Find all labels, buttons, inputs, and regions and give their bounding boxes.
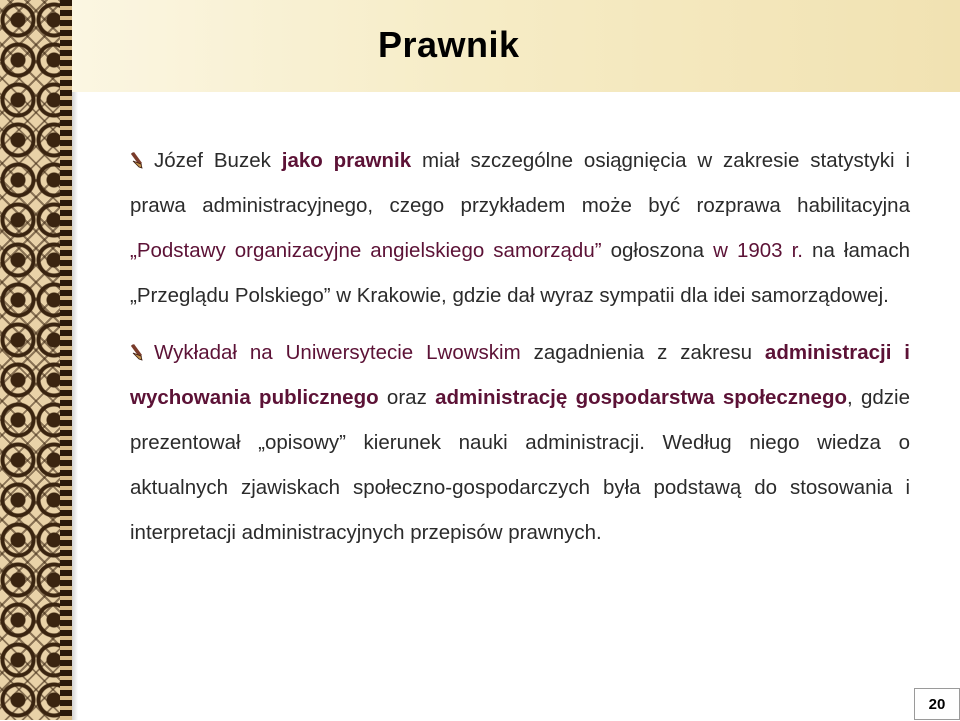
p1-highlight-book-title: „Podstawy organizacyjne angielskiego samorządu”: [130, 239, 602, 262]
slide-content: [130, 138, 910, 555]
p1-text-4: na łamach „Przeglądu Polskiego” w Krakowie, gdzie dał wyraz sympatii dla idei samorządowej.: [130, 239, 910, 307]
page-number: 20: [914, 688, 960, 720]
p2-highlight-economy: administrację gospodarstwa społecznego: [435, 386, 847, 409]
p1-text-2: miał szczególne osiągnięcia w zakresie statystyki i prawa administracyjnego, czego przykładem może być rozprawa habilitacyjna: [130, 149, 910, 217]
p1-text-3: ogłoszona: [601, 239, 714, 262]
p2-highlight-university: Wykładał na Uniwersytecie Lwowskim: [154, 341, 521, 364]
p2-text-3: , gdzie prezentował „opisowy” kierunek nauki administracji. Według niego wiedza o aktualnych zjawiskach społeczno-gospodarczych była podstawą do stosowania i interpretacji administracyjnych przepisów prawnych.: [130, 386, 910, 544]
p1-highlight-jako-prawnik: jako prawnik: [281, 149, 412, 172]
ornamental-border-edge: [60, 0, 72, 720]
slide-title: Prawnik: [378, 24, 520, 65]
p2-text-2: oraz: [378, 386, 436, 409]
paragraph-2: [130, 330, 910, 555]
quill-bullet-icon: [130, 151, 144, 169]
quill-bullet-icon: [130, 343, 144, 361]
p2-highlight-administration: administracji i wychowania publicznego: [130, 341, 910, 409]
border-shadow: [72, 0, 78, 720]
p1-highlight-year: w 1903 r.: [713, 239, 804, 262]
p1-text-1: Józef Buzek: [154, 149, 282, 172]
paragraph-1: [130, 138, 910, 318]
p2-text-1: zagadnienia z zakresu: [520, 341, 765, 364]
